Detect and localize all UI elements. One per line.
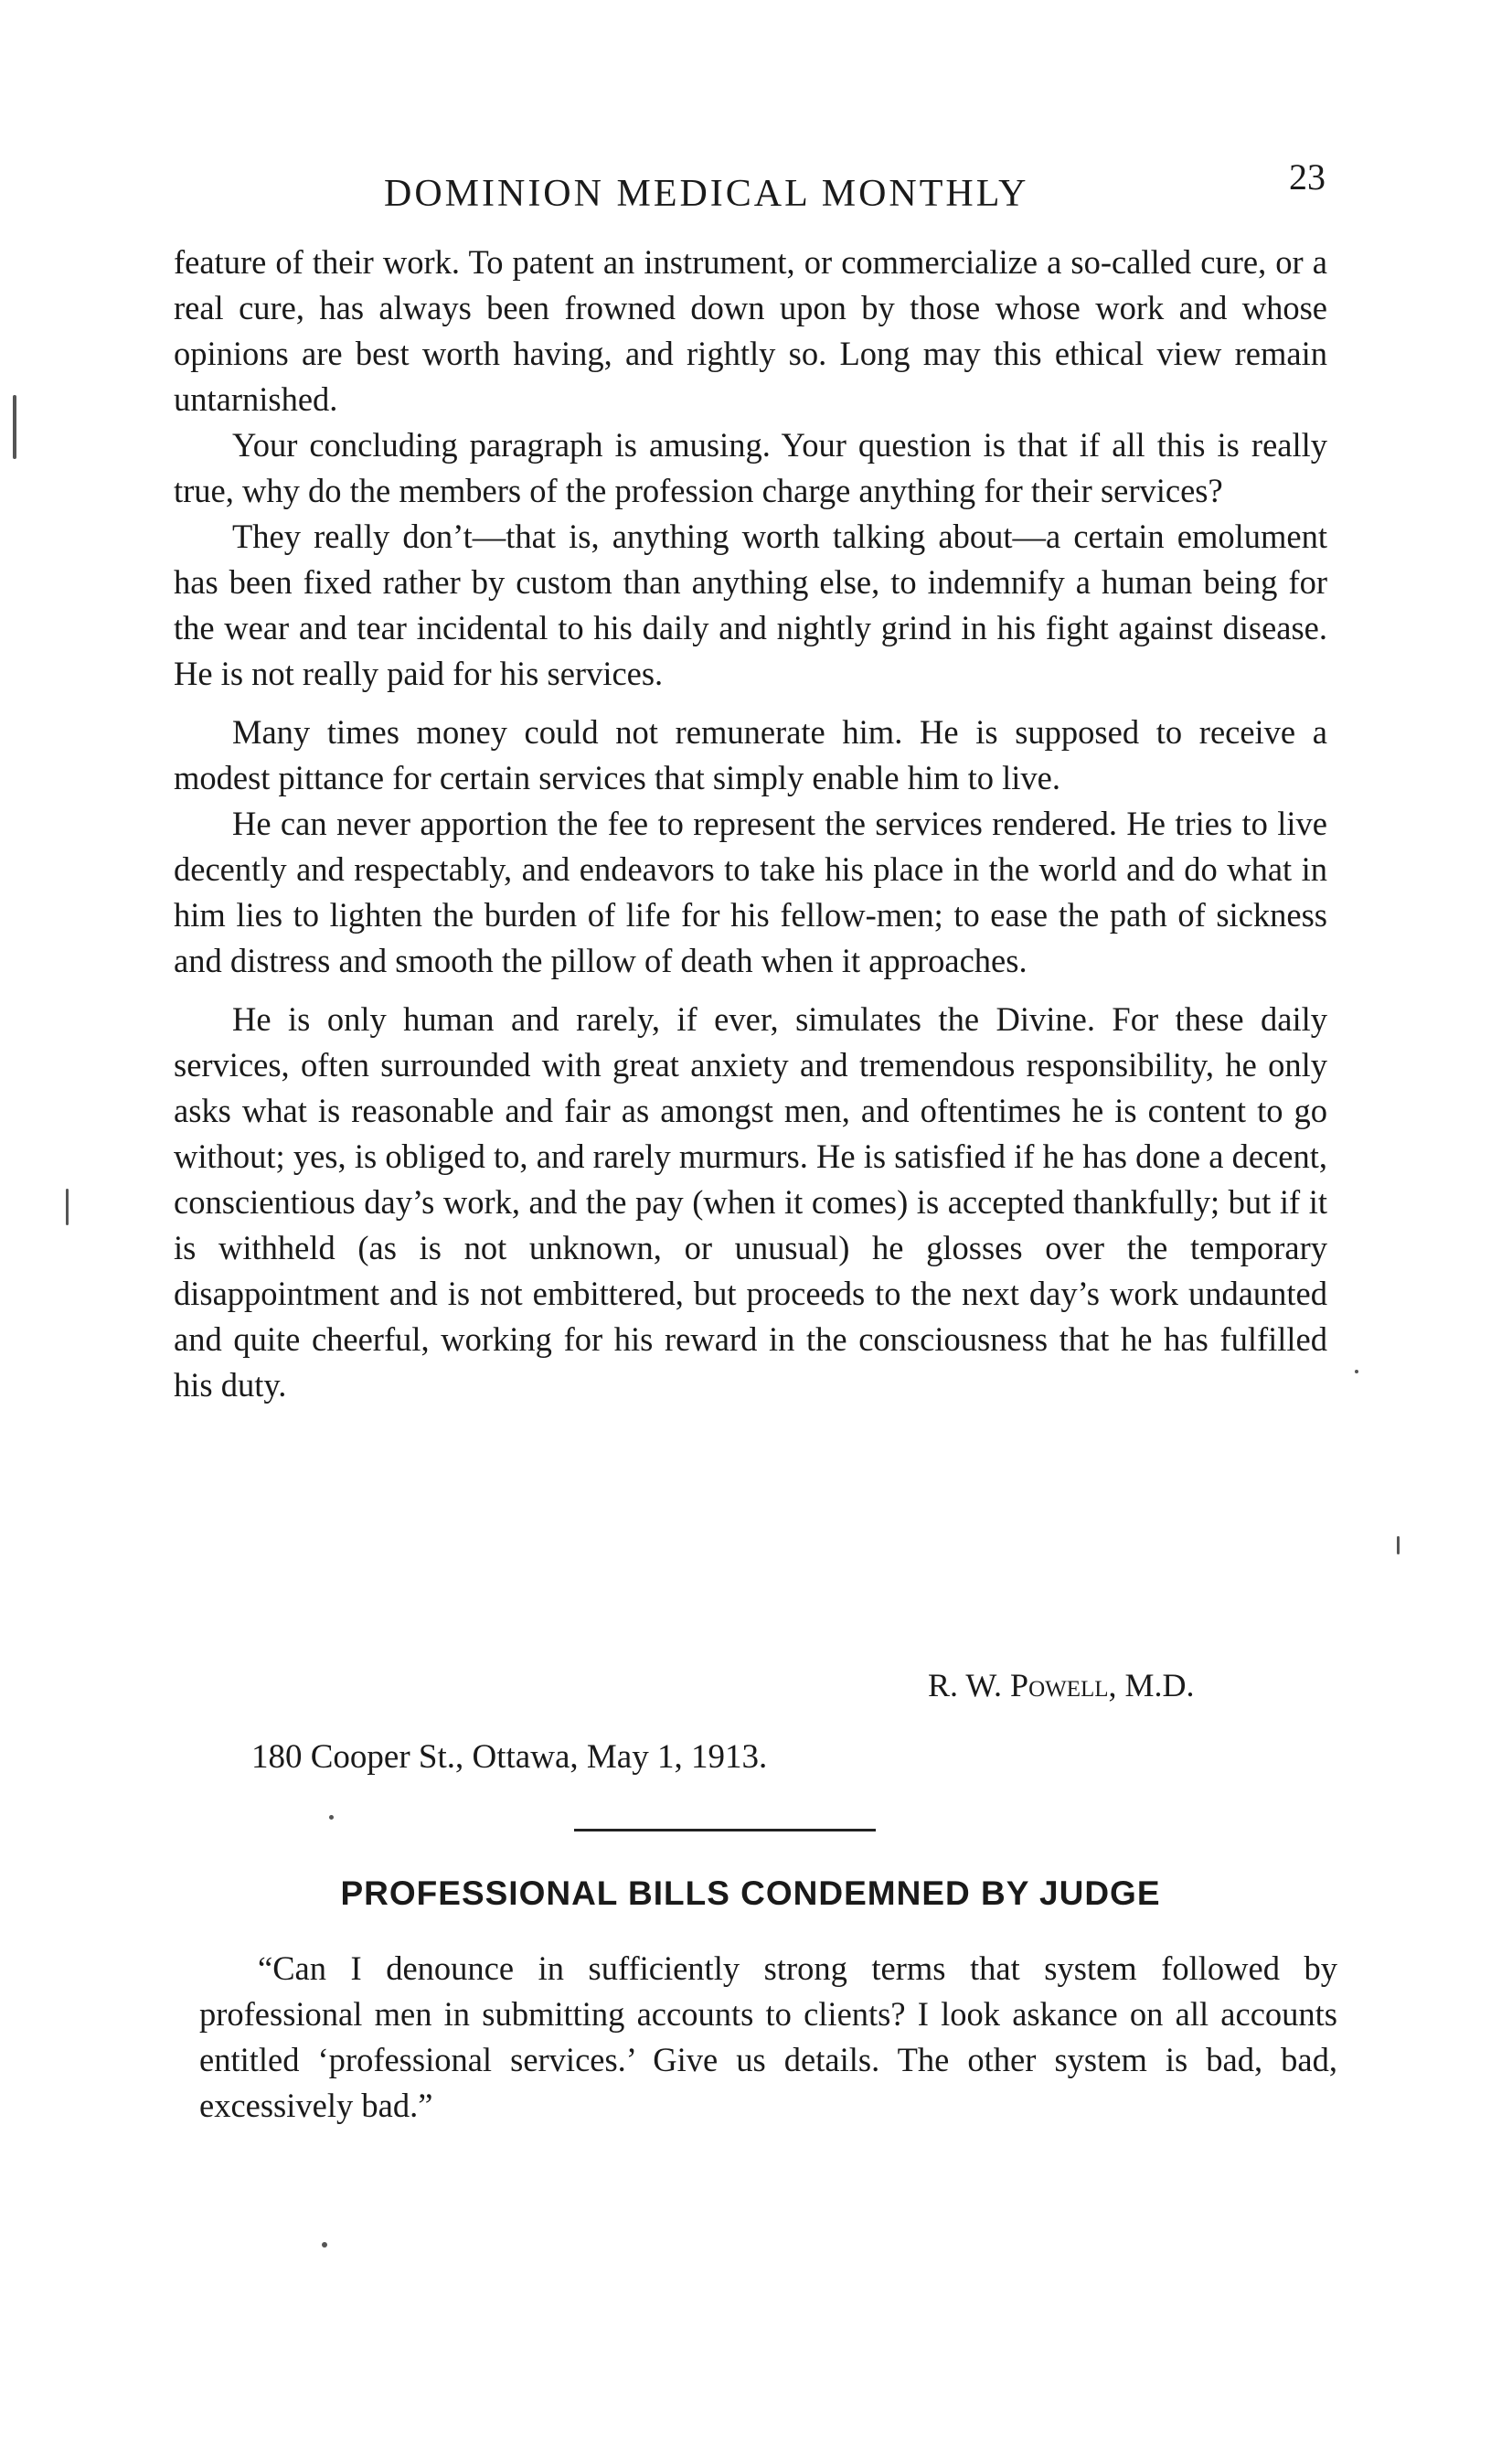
signature-name: Powell (1010, 1667, 1109, 1703)
page-header (174, 155, 1326, 219)
signature-suffix: , M.D. (1108, 1667, 1195, 1703)
letter-body (174, 240, 1327, 1408)
letter-paragraph: He can never apportion the fee to represent the services rendered. He tries to live decently and respectably, and endeavors to take his place in the world and do what in him lies to lighten the burden of life for his fellow-men; to ease the path of sickness and distress and smooth the pillow of death when it approaches. (174, 805, 1327, 979)
letter-paragraph: Your concluding paragraph is amusing. Your question is that if all this is really true, why do the members of the profession charge anything for their services? (174, 426, 1327, 509)
letter-address: 180 Cooper St., Ottawa, May 1, 1913. (251, 1738, 768, 1776)
running-head: DOMINION MEDICAL MONTHLY (384, 173, 1029, 215)
letter-paragraph: feature of their work. To patent an instrument, or commercialize a so-called cure, or a real cure, has always been frowned down upon by those whose work and whose opinions are best worth having, and rightly so. Long may this ethical view remain untarnished. (174, 243, 1327, 418)
letter-paragraph: They really don’t—that is, anything worth talking about—a certain emolument has been fixed rather by custom than anything else, to indemnify a human being for the wear and tear incidental to his daily and nightly grind in his fight against disease. He is not really paid for his services. (174, 518, 1327, 692)
letter-signature (928, 1666, 1195, 1704)
page-number: 23 (1289, 156, 1326, 198)
article-quote: “Can I denounce in sufficiently strong terms that system followed by professional men in submitting accounts to clients? I look askance on all accounts entitled ‘professional services.’ Give us details. The other system is bad, bad, excessively bad.” (199, 1949, 1337, 2124)
signature-initials: R. W. (928, 1667, 1011, 1703)
letter-paragraph: He is only human and rarely, if ever, simulates the Divine. For these daily services, often surrounded with great anxiety and tremendous responsibility, he only asks what is reasonable and fair as amongst men, and oftentimes he is content to go without; yes, is obliged to, and rarely murmurs. He is satisfied if he has done a decent, conscientious day’s work, and the pay (when it comes) is accepted thankfully; but if it is withheld (as is not unknown, or unusual) he glosses over the temporary disappointment and is not embittered, but proceeds to the next day’s work undaunted and quite cheerful, working for his reward in the consciousness that he has fulfilled his duty. (174, 1000, 1327, 1404)
article-title: PROFESSIONAL BILLS CONDEMNED BY JUDGE (340, 1874, 1161, 1912)
section-divider (574, 1829, 876, 1831)
letter-paragraph: Many times money could not remunerate him. He is supposed to receive a modest pittance for certain services that simply enable him to live. (174, 713, 1327, 796)
